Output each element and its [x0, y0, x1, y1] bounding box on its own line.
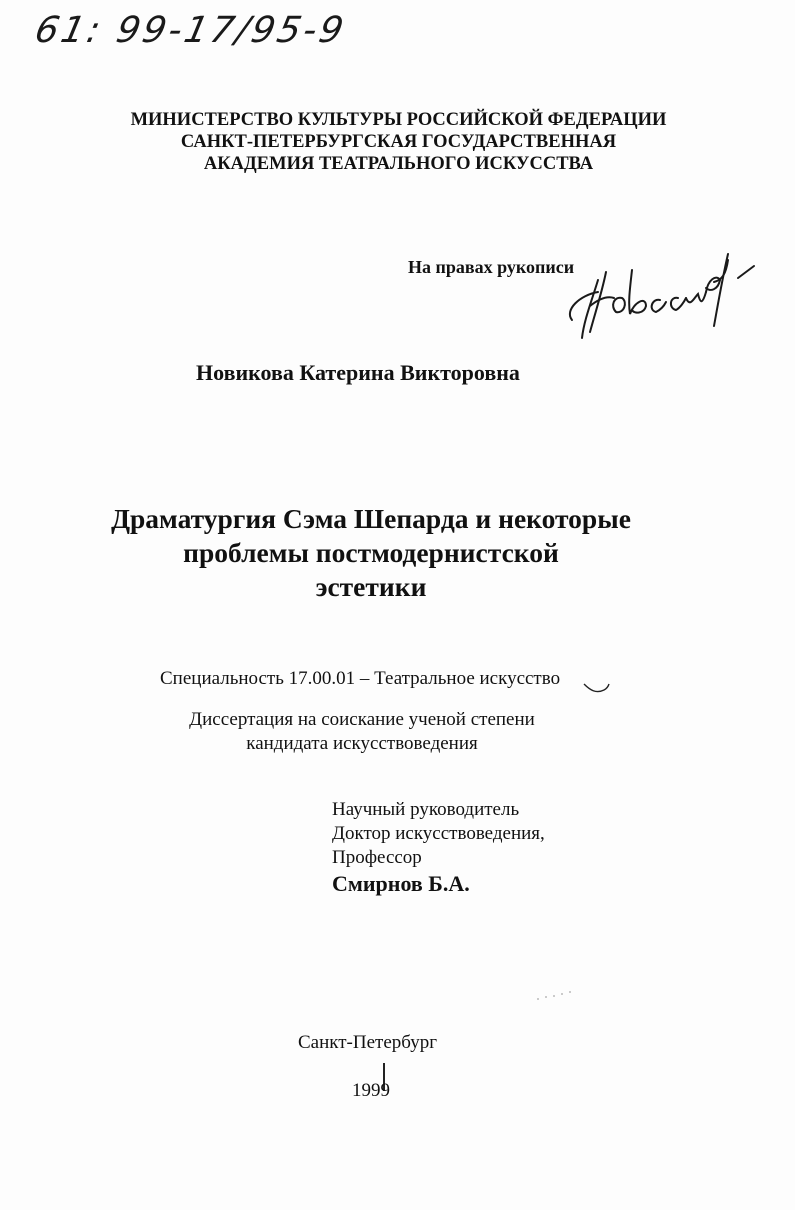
rights-note: На правах рукописи — [408, 257, 575, 277]
supervisor-role: Научный руководитель — [332, 799, 520, 820]
signature-icon — [560, 240, 760, 340]
dissertation-title — [0, 502, 742, 604]
ministry-line: МИНИСТЕРСТВО КУЛЬТУРЫ РОССИЙСКОЙ ФЕДЕРАЦИИ — [130, 110, 667, 130]
handwritten-tilde-icon — [582, 672, 612, 694]
degree-line-1: Диссертация на соискание ученой степени — [189, 709, 535, 730]
degree-line-2: кандидата искусствоведения — [246, 733, 478, 754]
archive-code: 61: 99-17/95-9 — [31, 10, 350, 51]
year: 1999 — [352, 1080, 390, 1101]
specialty-line: Специальность 17.00.01 – Театральное искусство — [160, 668, 561, 689]
author-name: Новикова Катерина Викторовна — [196, 360, 520, 385]
institution-header — [0, 109, 795, 175]
supervisor-degree: Доктор искусствоведения, — [332, 823, 545, 844]
supervisor-name: Смирнов Б.А. — [332, 871, 470, 896]
supervisor-block — [332, 798, 545, 898]
title-line-3: эстетики — [315, 571, 427, 602]
scan-artifact — [535, 990, 575, 1002]
title-line-1: Драматургия Сэма Шепарда и некоторые — [111, 503, 631, 534]
city: Санкт-Петербург — [298, 1032, 438, 1053]
supervisor-rank: Профессор — [332, 847, 422, 868]
university-line-1: САНКТ-ПЕТЕРБУРГСКАЯ ГОСУДАРСТВЕННАЯ — [180, 132, 617, 152]
university-line-2: АКАДЕМИЯ ТЕАТРАЛЬНОГО ИСКУССТВА — [203, 154, 594, 174]
degree-statement — [0, 708, 724, 756]
title-line-2: проблемы постмодернистской — [183, 537, 559, 568]
